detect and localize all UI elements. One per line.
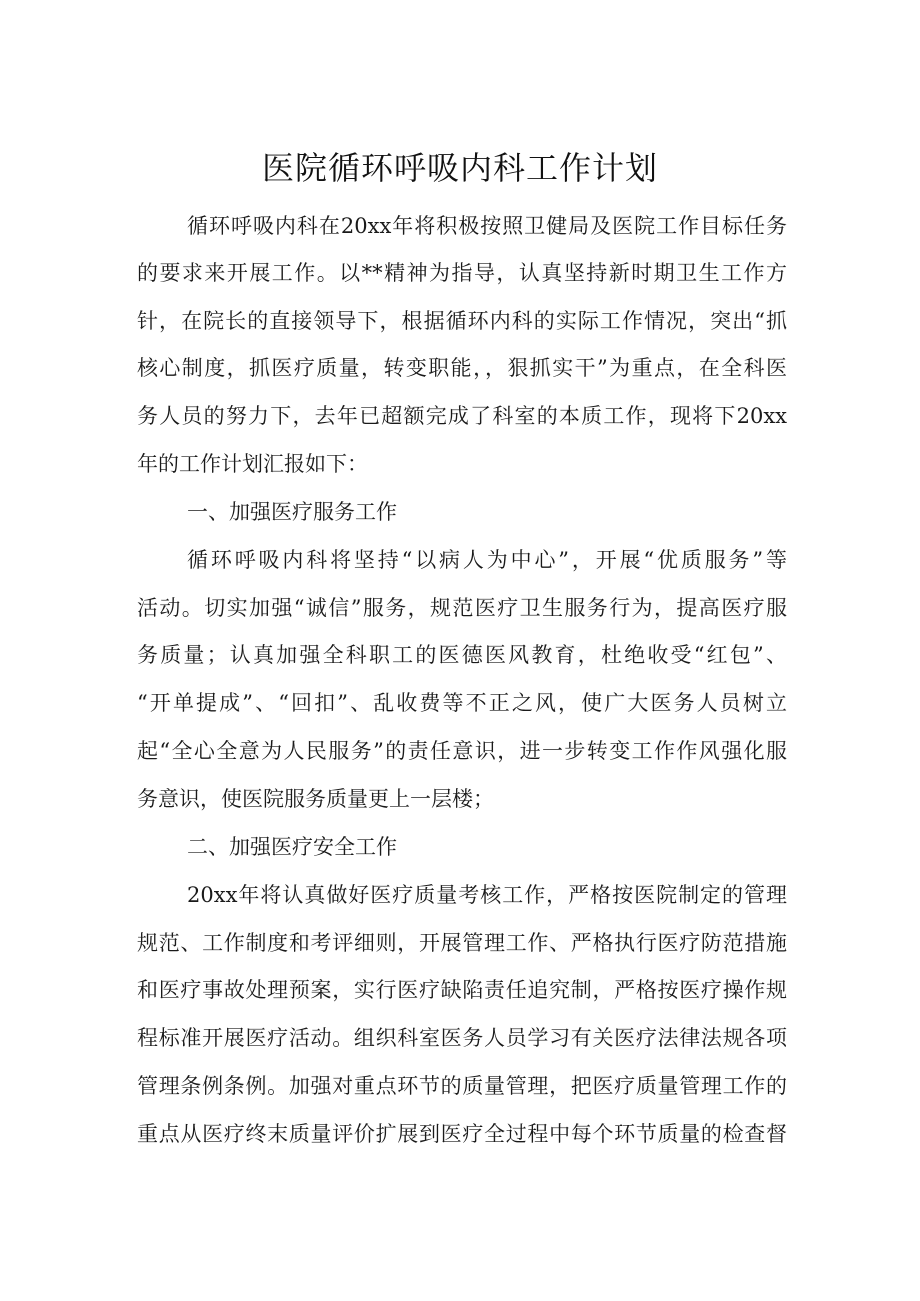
paragraph-line: 重点从医疗终末质量评价扩展到医疗全过程中每个环节质量的检查督 bbox=[137, 1122, 787, 1146]
paragraph-line: 务意识，使医院服务质量更上一层楼； bbox=[137, 787, 494, 811]
section-heading: 二、加强医疗安全工作 bbox=[187, 835, 397, 859]
paragraph-line: 的要求来开展工作。以**精神为指导，认真坚持新时期卫生工作方 bbox=[137, 261, 787, 285]
paragraph-line: “开单提成”、“回扣”、乱收费等不正之风，使广大医务人员树立 bbox=[137, 691, 787, 715]
paragraph-line: 起“全心全意为人民服务”的责任意识，进一步转变工作作风强化服 bbox=[137, 739, 787, 763]
document-title: 医院循环呼吸内科工作计划 bbox=[261, 149, 658, 187]
paragraph-line: 程标准开展医疗活动。组织科室医务人员学习有关医疗法律法规各项 bbox=[137, 1026, 787, 1050]
paragraph-line: 和医疗事故处理预案，实行医疗缺陷责任追究制，严格按医疗操作规 bbox=[137, 978, 787, 1002]
section-heading: 一、加强医疗服务工作 bbox=[187, 500, 397, 524]
paragraph-line: 循环呼吸内科在20xx年将积极按照卫健局及医院工作目标任务 bbox=[187, 214, 787, 238]
paragraph-line: 规范、工作制度和考评细则，开展管理工作、严格执行医疗防范措施 bbox=[137, 931, 787, 955]
paragraph-line: 针，在院长的直接领导下，根据循环内科的实际工作情况，突出“抓 bbox=[137, 309, 787, 333]
paragraph-line: 年的工作计划汇报如下： bbox=[137, 452, 368, 476]
paragraph-line: 20xx年将认真做好医疗质量考核工作，严格按医院制定的管理 bbox=[187, 883, 787, 907]
paragraph-line: 务人员的努力下，去年已超额完成了科室的本质工作，现将下20xx bbox=[137, 404, 787, 428]
paragraph-line: 管理条例条例。加强对重点环节的质量管理，把医疗质量管理工作的 bbox=[137, 1074, 787, 1098]
paragraph-line: 循环呼吸内科将坚持“以病人为中心”，开展“优质服务”等 bbox=[187, 548, 787, 572]
paragraph-line: 活动。切实加强“诚信”服务，规范医疗卫生服务行为，提高医疗服 bbox=[137, 596, 787, 620]
paragraph-line: 务质量；认真加强全科职工的医德医风教育，杜绝收受“红包”、 bbox=[137, 643, 787, 667]
paragraph-line: 核心制度，抓医疗质量，转变职能，，狠抓实干”为重点，在全科医 bbox=[137, 356, 787, 380]
